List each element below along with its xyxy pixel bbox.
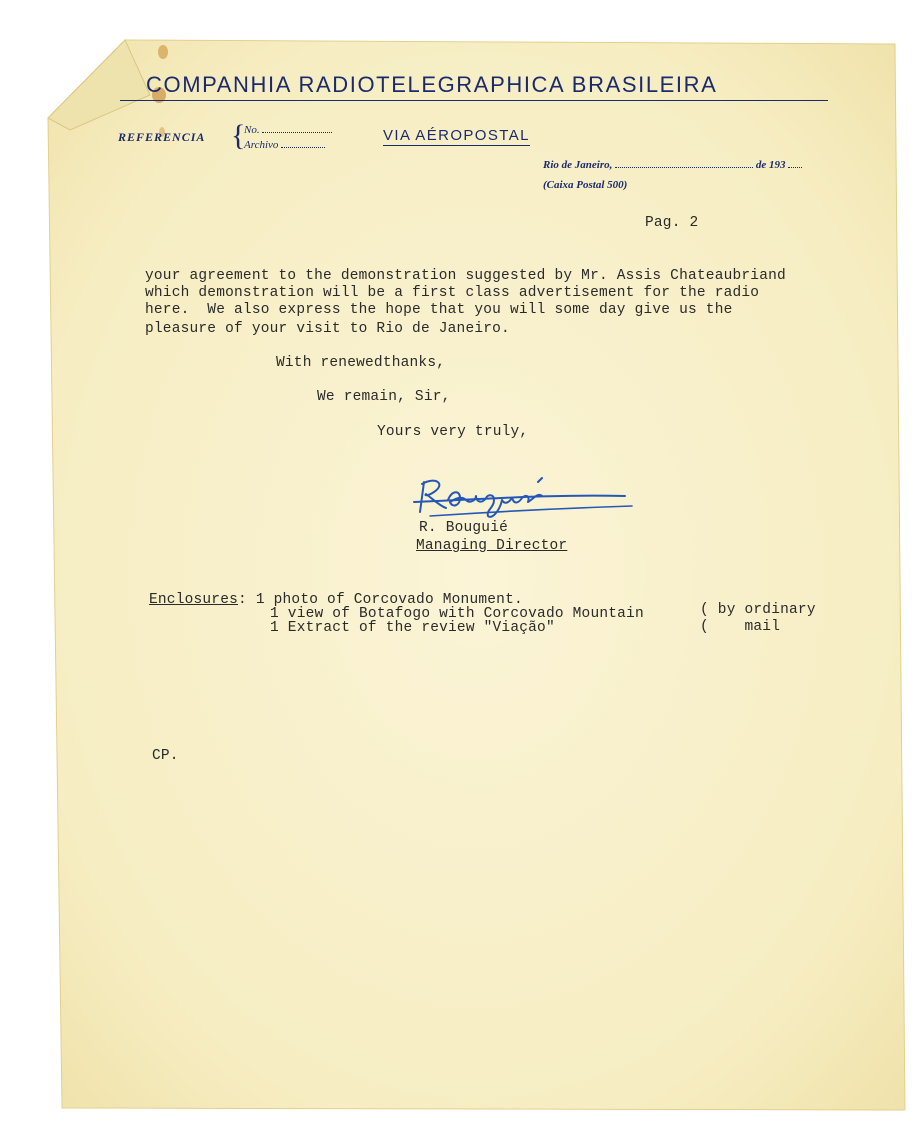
enclosures-label: Enclosures	[149, 592, 239, 608]
place-label: Rio de Janeiro,	[543, 159, 613, 171]
closing-thanks: With renewedthanks,	[276, 355, 446, 371]
ref-archivo-line	[244, 138, 325, 151]
enclosures-colon: :	[238, 592, 256, 608]
no-label: No.	[244, 124, 260, 136]
archivo-dotted-field	[281, 138, 325, 148]
body-line-4: pleasure of your visit to Rio de Janeiro.	[145, 321, 510, 337]
archivo-label: Archivo	[244, 139, 279, 151]
enclosure-note-2: ( mail	[700, 619, 781, 635]
enclosure-note-1: ( by ordinary	[700, 602, 816, 618]
referencia-label: REFERENCIA	[118, 130, 206, 144]
typist-initials: CP.	[152, 748, 179, 764]
enclosure-item-3: 1 Extract of the review "Viação"	[270, 620, 555, 636]
caixa-postal: (Caixa Postal 500)	[543, 179, 628, 191]
signatory-name: R. Bouguié	[419, 520, 509, 536]
closing-remain: We remain, Sir,	[317, 389, 451, 405]
body-line-3: here. We also express the hope that you will some day give us the	[145, 302, 733, 318]
enclosure-item-2: 1 view of Botafogo with Corcovado Mountain	[270, 606, 644, 622]
body-line-1: your agreement to the demonstration suggested by Mr. Assis Chateaubriand	[145, 268, 786, 284]
body-line-2: which demonstration will be a first class advertisement for the radio	[145, 285, 760, 301]
brace-symbol: {	[231, 119, 246, 152]
year-label: de 193	[755, 159, 786, 171]
year-dotted-field	[788, 158, 802, 168]
company-letterhead: COMPANHIA RADIOTELEGRAPHICA BRASILEIRA	[146, 72, 718, 97]
signatory-title: Managing Director	[416, 538, 568, 554]
date-dotted-field	[615, 158, 753, 168]
page-number: Pag. 2	[645, 215, 699, 231]
closing-yours: Yours very truly,	[377, 424, 529, 440]
place-date-line	[543, 158, 802, 171]
ref-no-line	[244, 123, 332, 136]
letterhead-rule	[120, 100, 828, 101]
via-aeropostal: VIA AÉROPOSTAL	[383, 127, 530, 144]
enclosure-item-1: 1 photo of Corcovado Monument.	[255, 592, 523, 608]
no-dotted-field	[262, 123, 332, 133]
